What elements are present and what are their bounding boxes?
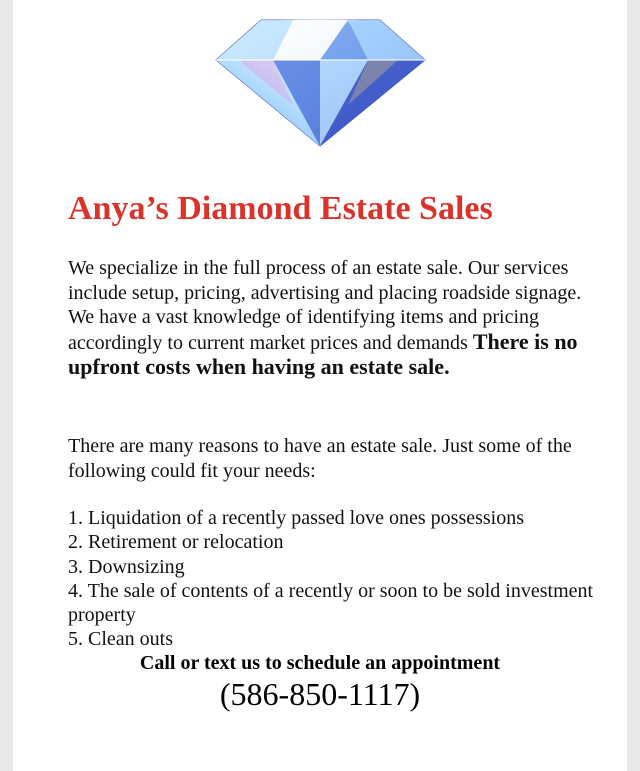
intro-paragraph: [68, 256, 588, 381]
phone-number[interactable]: (586-850-1117): [219, 676, 421, 712]
page-title: Anya’s Diamond Estate Sales: [68, 190, 493, 227]
flyer-page: [13, 0, 627, 771]
list-item: 3. Downsizing: [68, 555, 185, 578]
intro-text: We specialize in the full process of an estate sale. Our services include setup, pricing, advertising and placing roadside signage. We have a vast knowledge of identifying items and pricing accordingly to current market prices and demands: [68, 257, 582, 354]
call-to-action: Call or text us to schedule an appointment: [139, 652, 501, 674]
intro-emphasis: There is no upfront costs when having an estate sale.: [68, 328, 578, 379]
diamond-icon: [213, 10, 428, 150]
list-item: 4. The sale of contents of a recently or soon to be sold investment property: [68, 579, 594, 627]
reasons-intro: There are many reasons to have an estate sale. Just some of the following could fit your needs:: [68, 435, 572, 482]
list-item: 2. Retirement or relocation: [68, 531, 284, 554]
reasons-list: [68, 506, 598, 652]
list-item: 1. Liquidation of a recently passed love ones possessions: [68, 507, 525, 529]
list-item: 5. Clean outs: [68, 628, 173, 651]
